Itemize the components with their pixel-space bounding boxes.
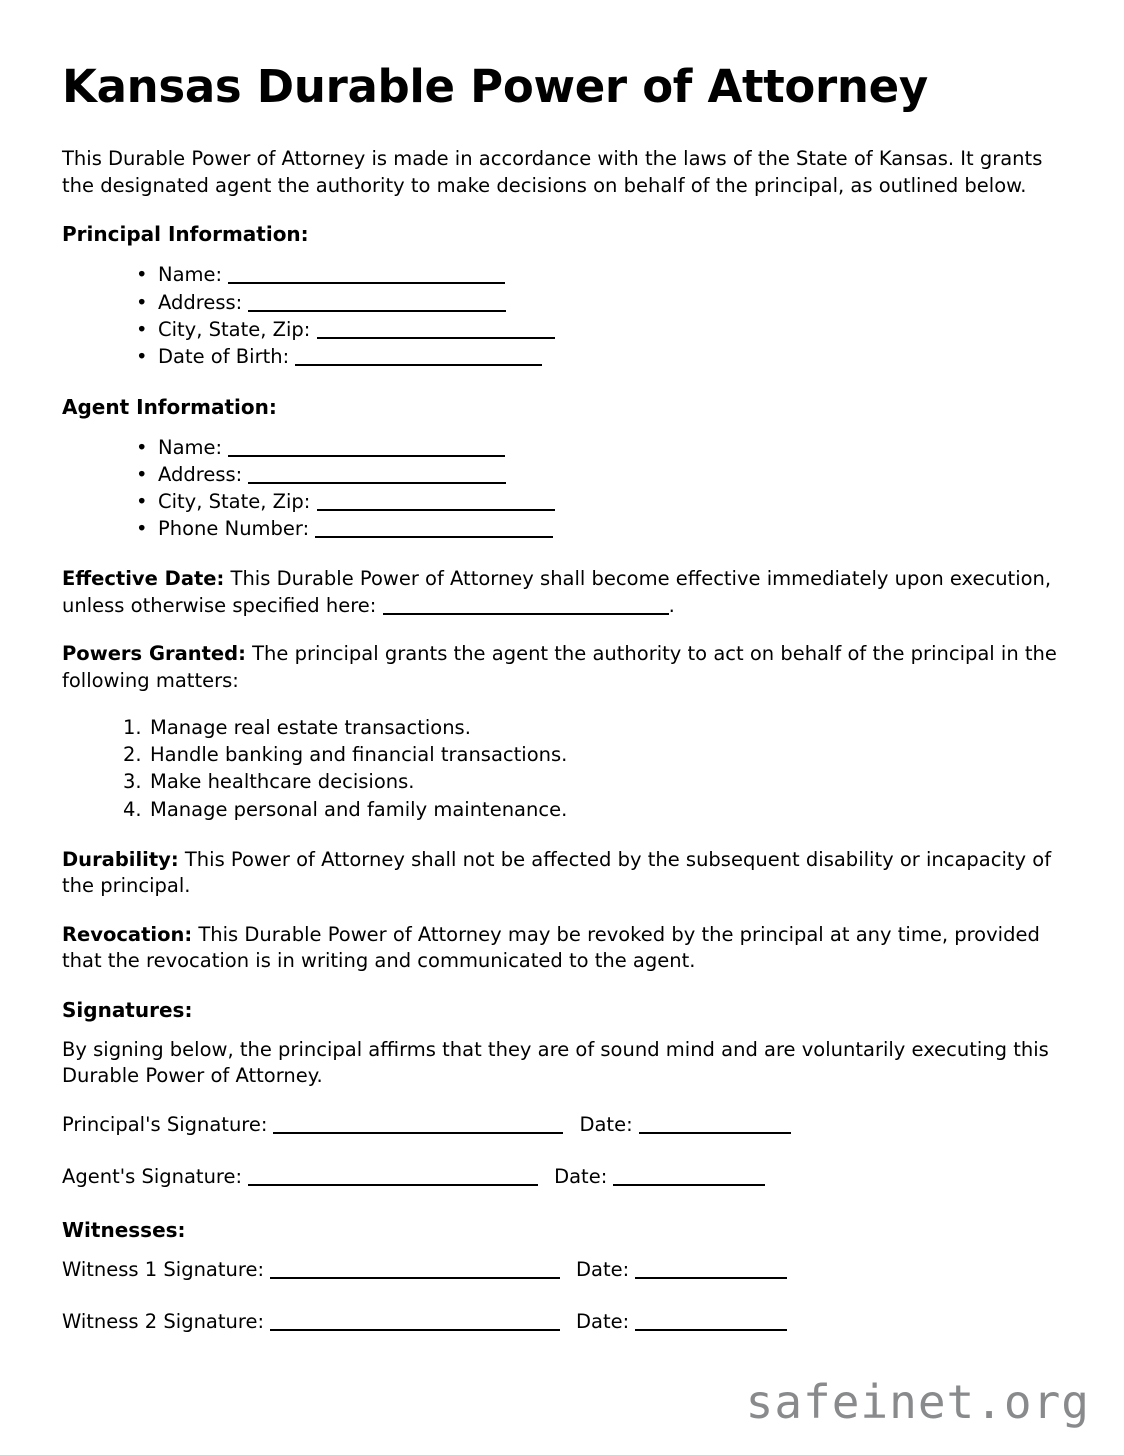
witness-2-date-input[interactable] xyxy=(635,1313,787,1331)
field-label: City, State, Zip: xyxy=(158,317,311,341)
list-item: Handle banking and financial transactions. xyxy=(150,743,568,767)
list-item xyxy=(158,515,1062,542)
witness-2-signature-input[interactable] xyxy=(270,1313,560,1331)
principal-date-of-birth-input[interactable] xyxy=(295,348,542,366)
list-item: Manage personal and family maintenance. xyxy=(150,797,568,821)
agent-signature-label: Agent's Signature: xyxy=(62,1165,243,1189)
field-label: Date of Birth: xyxy=(158,344,290,368)
effective-date-text: This Durable Power of Attorney shall become effective immediately upon execution, unless otherwise specified here: xyxy=(62,567,1052,617)
witness-2-signature-label: Witness 2 Signature: xyxy=(62,1310,265,1334)
effective-date-paragraph xyxy=(62,566,1062,619)
field-label: City, State, Zip: xyxy=(158,489,311,513)
powers-granted-paragraph xyxy=(62,641,1062,694)
agent-signature-input[interactable] xyxy=(248,1168,538,1186)
agent-city-state-zip-input[interactable] xyxy=(317,493,555,511)
list-item xyxy=(158,261,1062,288)
agent-signature-row xyxy=(62,1164,1062,1191)
effective-date-label: Effective Date: xyxy=(62,567,225,591)
field-label: Address: xyxy=(158,290,243,314)
powers-granted-list xyxy=(62,714,1062,822)
field-label: Name: xyxy=(158,263,223,287)
durability-label: Durability: xyxy=(62,847,179,871)
durability-paragraph xyxy=(62,847,1062,900)
field-label: Address: xyxy=(158,462,243,486)
list-item: Manage real estate transactions. xyxy=(150,716,471,740)
principal-date-label: Date: xyxy=(579,1112,633,1136)
agent-address-input[interactable] xyxy=(248,466,506,484)
durability-text: This Power of Attorney shall not be affected by the subsequent disability or incapacity of the principal. xyxy=(62,847,1052,898)
revocation-paragraph xyxy=(62,922,1062,975)
document-content xyxy=(62,62,1062,1362)
list-item xyxy=(158,488,1062,515)
agent-name-input[interactable] xyxy=(228,439,505,457)
field-label: Name: xyxy=(158,435,223,459)
agent-date-label: Date: xyxy=(554,1165,608,1189)
principal-address-input[interactable] xyxy=(248,294,506,312)
page-title: Kansas Durable Power of Attorney xyxy=(62,60,928,113)
site-watermark: safeinet.org xyxy=(745,1375,1090,1429)
field-label: Phone Number: xyxy=(158,517,310,541)
principal-information-heading: Principal Information: xyxy=(62,222,309,247)
agent-information-fields xyxy=(62,434,1062,542)
witness-1-signature-label: Witness 1 Signature: xyxy=(62,1257,265,1281)
list-item: Make healthcare decisions. xyxy=(150,770,415,794)
signatures-heading: Signatures: xyxy=(62,997,193,1022)
principal-date-input[interactable] xyxy=(639,1116,791,1134)
witness-1-signature-input[interactable] xyxy=(270,1261,560,1279)
list-item xyxy=(158,343,1062,370)
agent-date-input[interactable] xyxy=(613,1168,765,1186)
agent-phone-number-input[interactable] xyxy=(315,520,553,538)
list-item xyxy=(158,316,1062,343)
list-item xyxy=(158,434,1062,461)
witness-1-signature-row xyxy=(62,1257,1062,1284)
revocation-text: This Durable Power of Attorney may be revoked by the principal at any time, provided that the revocation is in writing and communicated to the agent. xyxy=(62,922,1040,973)
effective-date-period: . xyxy=(668,593,675,617)
principal-information-fields xyxy=(62,261,1062,369)
effective-date-input[interactable] xyxy=(383,597,669,615)
witness-2-signature-row xyxy=(62,1309,1062,1336)
powers-granted-label: Powers Granted: xyxy=(62,642,246,666)
signature-affirmation: By signing below, the principal affirms that they are of sound mind and are voluntarily executing this Durable Power of Attorney. xyxy=(62,1037,1049,1088)
principal-signature-label: Principal's Signature: xyxy=(62,1112,268,1136)
intro-paragraph: This Durable Power of Attorney is made in accordance with the laws of the State of Kansas. It grants the designated agent the authority to make decisions on behalf of the principal, as outlined below. xyxy=(62,147,1043,197)
revocation-label: Revocation: xyxy=(62,922,193,946)
witness-1-date-input[interactable] xyxy=(635,1261,787,1279)
agent-information-heading: Agent Information: xyxy=(62,394,277,419)
list-item xyxy=(158,289,1062,316)
principal-city-state-zip-input[interactable] xyxy=(317,321,555,339)
principal-signature-input[interactable] xyxy=(273,1116,563,1134)
powers-granted-text: The principal grants the agent the authority to act on behalf of the principal in the following matters: xyxy=(62,642,1057,692)
witnesses-heading: Witnesses: xyxy=(62,1217,186,1242)
list-item xyxy=(158,461,1062,488)
witness-1-date-label: Date: xyxy=(576,1257,630,1281)
principal-signature-row xyxy=(62,1112,1062,1139)
principal-name-input[interactable] xyxy=(228,266,505,284)
witness-2-date-label: Date: xyxy=(576,1310,630,1334)
